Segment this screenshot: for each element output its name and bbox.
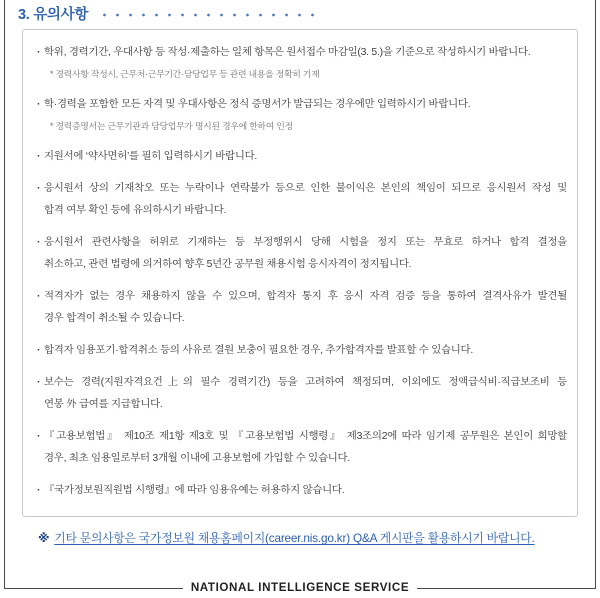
section-title [18,5,314,25]
notice-item-body [44,42,567,84]
notice-item-text: 『국가정보원직원법 시행령』에 따라 임용유예는 허용하지 않습니다. [44,485,345,496]
bullet-dot: · [37,345,41,356]
bullet-dot: · [37,377,41,388]
notice-item-text: 취소하고, 관련 법령에 의거하여 향후 5년간 공무원 채용시험 응시자격이 정지됩니다. [44,259,412,270]
notice-item-text: 보수는 경력(지원자격요건上의 필수 경력기간) 등을 고려하여 책정되며, 이외에도 정액급식비·직급보조비 등 [44,377,567,388]
notice-item-text: 경우 합격이 취소될 수 있습니다. [44,313,185,324]
footer [4,580,596,596]
notice-item-text: 학위, 경력기간, 우대사항 등 작성·제출하는 일체 항목은 원서접수 마감일(3. 5.)을 기준으로 작성하시기 바랍니다. [44,47,531,58]
notice-item-body [44,372,567,416]
inquiry-note [38,530,535,546]
notice-item [37,42,567,84]
notice-item [37,94,567,136]
notice-item-body [44,480,567,502]
notice-item-body [44,178,567,222]
inquiry-link[interactable]: 기타 문의사항은 국가정보원 채용홈페이지(career.nis.go.kr) Q&A 게시판을 활용하시기 바랍니다. [54,531,535,545]
notice-item-text: 지원서에 ‘약사면허’를 필히 입력하시기 바랍니다. [44,151,258,162]
notice-item [37,232,567,276]
bullet-dot: · [37,99,41,110]
outer-frame-left [4,0,5,588]
notice-item-body [44,286,567,330]
bullet-dot: · [37,431,41,442]
outer-frame-right [595,0,596,588]
bullet-dot: · [37,151,41,162]
notice-item-body [44,146,567,168]
bullet-dot: · [37,291,41,302]
footer-rule-left [4,588,183,589]
notice-item [37,146,567,168]
footer-rule-right [417,588,596,589]
bullet-dot: · [37,183,41,194]
notice-item-text: 응시원서 상의 기재착오 또는 누락이나 연락불가 등으로 인한 불이익은 본인의 책임이 되므로 응시원서 작성 및 [44,183,567,194]
notice-item-text: 합격자 임용포기·합격취소 등의 사유로 결원 보충이 필요한 경우, 추가합격자를 발표할 수 있습니다. [44,345,473,356]
bullet-dot: · [37,237,41,248]
bullet-dot: · [37,47,41,58]
notice-item-body [44,94,567,136]
notice-item-text: 연봉 外 급여를 지급합니다. [44,399,163,410]
bullet-dot: · [37,485,41,496]
reference-mark: ※ [38,531,50,545]
notice-item [37,480,567,502]
notice-item-text: 학·경력을 포함한 모든 자격 및 우대사항은 정식 증명서가 발급되는 경우에만 입력하시기 바랍니다. [44,99,471,110]
footer-org-name: NATIONAL INTELLIGENCE SERVICE [190,581,410,594]
notice-item [37,340,567,362]
notice-item-footnote: * 경력사항 작성시, 근무처·근무기간·담당업무 등 관련 내용을 정확히 기재 [50,69,320,79]
notice-item-body [44,232,567,276]
title-dotted-rule [98,12,314,18]
section-title-text: 3. 유의사항 [18,7,89,23]
notice-item-text: 응시원서 관련사항을 허위로 기재하는 등 부정행위시 당해 시험을 정지 또는 무효로 하거나 합격 결정을 [44,237,567,248]
notice-item-text: 『고용보험법』 제10조 제1항 제3호 및 『고용보험법 시행령』 제3조의2에 따라 임기제 공무원은 본인이 희망할 [44,431,567,442]
notice-item [37,286,567,330]
notice-item-text: 합격 여부 확인 등에 유의하시기 바랍니다. [44,205,227,216]
notice-item [37,178,567,222]
notice-item [37,426,567,470]
notice-item-body [44,426,567,470]
notice-item-text: 적격자가 없는 경우 채용하지 않을 수 있으며, 합격자 통지 후 응시 자격 검증 등을 통하여 결격사유가 발견될 [44,291,567,302]
notice-item-footnote: * 경력증명서는 근무기관과 담당업무가 명시된 경우에 한하여 인정 [50,121,293,131]
notice-item-text: 경우, 최초 임용일로부터 3개월 이내에 고용보험에 가입할 수 있습니다. [44,453,350,464]
notice-item-body [44,340,567,362]
notice-box [22,29,578,517]
notice-item [37,372,567,416]
